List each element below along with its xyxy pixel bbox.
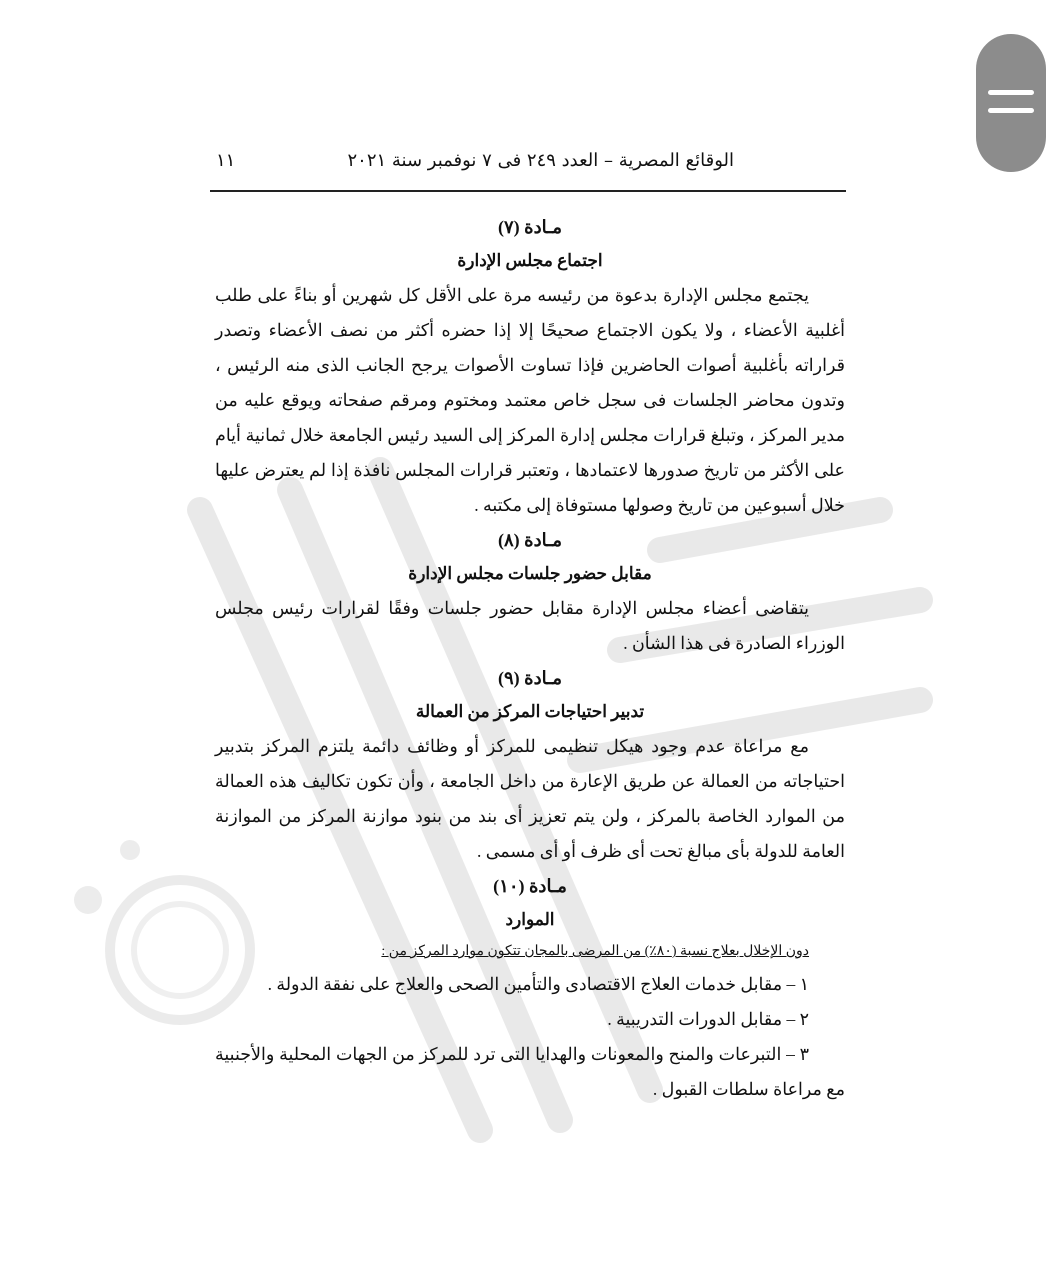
list-item: ٢ – مقابل الدورات التدريبية .: [607, 1009, 809, 1029]
list-item: ١ – مقابل خدمات العلاج الاقتصادى والتأمين الصحى والعلاج على نفقة الدولة .: [267, 974, 809, 994]
page-header: [210, 144, 846, 192]
document-body: [215, 210, 845, 1107]
article-subheading: الموارد: [505, 910, 555, 929]
article-9: [215, 661, 845, 869]
gazette-title: الوقائع المصرية – العدد ٢٤٩ فى ٧ نوفمبر سنة ٢٠٢١: [347, 150, 734, 171]
article-subheading: مقابل حضور جلسات مجلس الإدارة: [408, 564, 652, 583]
article-heading: مـادة (٨): [497, 530, 562, 550]
article-7: [215, 210, 845, 523]
article-body: مع مراعاة عدم وجود هيكل تنظيمى للمركز أو وظائف دائمة يلتزم المركز بتدبير احتياجاته من العمالة عن طريق الإعارة من داخل الجامعة ، وأن تكون تكاليف هذه العمالة من الموارد الخاصة بالمركز ، ولن يتم تعزيز أى بند من بنود موازنة المركز من الموازنة العامة للدولة بأى مبالغ تحت أى ظرف أو أى مسمى .: [215, 736, 845, 861]
article-10: [215, 869, 845, 1107]
article-subheading: تدبير احتياجات المركز من العمالة: [415, 702, 645, 721]
article-8: [215, 523, 845, 661]
article-subheading: اجتماع مجلس الإدارة: [457, 251, 603, 270]
article-body: يجتمع مجلس الإدارة بدعوة من رئيسه مرة على الأقل كل شهرين أو بناءً على طلب أغلبية الأعضاء ، ولا يكون الاجتماع صحيحًا إلا إذا حضره أكثر من نصف الأعضاء وتصدر قراراته بأغلبية أصوات الحاضرين فإذا تساوت الأصوات يرجح الجانب الذى منه الرئيس ، وتدون محاضر الجلسات فى سجل خاص معتمد ومختوم ومرقم صفحاته ويوقع عليه من مدير المركز ، وتبلغ قرارات مجلس إدارة المركز إلى السيد رئيس الجامعة خلال ثمانية أيام على الأكثر من تاريخ صدورها لاعتمادها ، وتعتبر قرارات المجلس نافذة إذا لم يعترض عليها خلال أسبوعين من تاريخ وصولها مستوفاة إلى مكتبه .: [215, 285, 845, 515]
article-intro: دون الإخلال بعلاج نسبة (٨٠٪) من المرضى بالمجان تتكون موارد المركز من :: [381, 944, 809, 959]
menu-icon: [988, 90, 1034, 95]
page-number: ١١: [216, 150, 236, 171]
list-item: ٣ – التبرعات والمنح والمعونات والهدايا التى ترد للمركز من الجهات المحلية والأجنبية مع مراعاة سلطات القبول .: [215, 1044, 845, 1099]
article-heading: مـادة (١٠): [493, 876, 567, 896]
article-heading: مـادة (٧): [497, 217, 562, 237]
article-body: يتقاضى أعضاء مجلس الإدارة مقابل حضور جلسات وفقًا لقرارات رئيس مجلس الوزراء الصادرة فى هذا الشأن .: [215, 598, 845, 653]
article-heading: مـادة (٩): [497, 668, 562, 688]
menu-button[interactable]: [976, 34, 1046, 172]
